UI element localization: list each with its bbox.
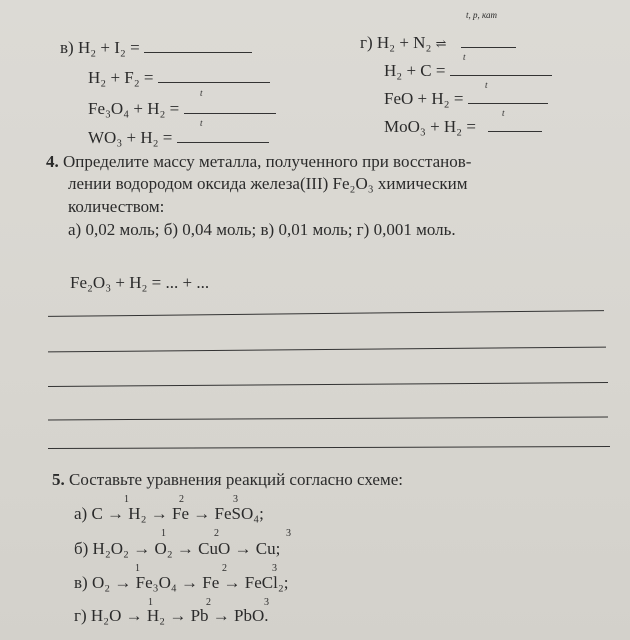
scheme-d: г) H₂O → H₂ → Pb → PbO.	[74, 606, 269, 625]
writing-line[interactable]	[48, 382, 608, 387]
step-num: 1	[124, 494, 129, 505]
answer-blank[interactable]	[177, 141, 269, 143]
prefix-g: г)	[360, 33, 373, 52]
task4-line2: лении водородом оксида железа(III) Fe₂O₃ химическим	[68, 174, 468, 193]
step-num: 2	[206, 597, 211, 608]
rxn-left-3: Fe₃O₄ + H₂ =	[88, 99, 276, 119]
rxn-right-1: г) H₂ + N₂ ⇌	[360, 33, 516, 53]
step-num: 3	[264, 597, 269, 608]
scheme-c: в) O₂ → Fe₃O₄ → Fe → FeCl₂;	[74, 573, 289, 592]
writing-line[interactable]	[48, 446, 610, 449]
rxn-left-4: WO₃ + H₂ =	[88, 128, 269, 148]
temp-mark: t	[485, 80, 488, 90]
answer-blank[interactable]	[144, 51, 252, 53]
task5-number: 5.	[52, 470, 65, 489]
step-num: 2	[214, 528, 219, 539]
step-num: 3	[233, 494, 238, 505]
step-num: 3	[272, 563, 277, 574]
rxn-right-3: FeO + H₂ =	[384, 89, 548, 109]
writing-line[interactable]	[48, 347, 606, 353]
step-num: 1	[161, 528, 166, 539]
answer-blank[interactable]	[461, 46, 516, 48]
writing-line[interactable]	[48, 310, 604, 317]
conditions-label: t, p, кат	[466, 10, 497, 20]
step-num: 2	[222, 563, 227, 574]
task4-equation: Fe₂O₃ + H₂ = ... + ...	[70, 273, 210, 292]
step-num: 2	[179, 494, 184, 505]
answer-blank[interactable]	[488, 130, 542, 132]
answer-blank[interactable]	[158, 81, 270, 83]
temp-mark: t	[463, 52, 466, 62]
task5-title-line: 5. Составьте уравнения реакций согласно схеме:	[52, 470, 403, 489]
task4-line1: 4. Определите массу металла, полученного при восстанов-	[46, 152, 472, 171]
equilibrium-sign: ⇌	[435, 36, 447, 51]
task4-line3: количеством:	[68, 197, 165, 216]
step-num: 1	[148, 597, 153, 608]
task4-options: а) 0,02 моль; б) 0,04 моль; в) 0,01 моль; г) 0,001 моль.	[68, 220, 456, 239]
task4-number: 4.	[46, 152, 59, 171]
answer-blank[interactable]	[184, 112, 276, 114]
temp-mark: t	[502, 108, 505, 118]
rxn-right-4: MoO₃ + H₂ =	[384, 117, 542, 137]
prefix-v: в)	[60, 38, 74, 57]
rxn-right-2: H₂ + C =	[384, 61, 552, 81]
writing-line[interactable]	[48, 417, 608, 421]
step-num: 1	[135, 563, 140, 574]
rxn-left-1: в) H₂ + I₂ =	[60, 38, 252, 58]
step-num: 3	[286, 528, 291, 539]
temp-mark: t	[200, 118, 203, 128]
scheme-a: а) C → H₂ → Fe → FeSO₄;	[74, 504, 264, 523]
temp-mark: t	[200, 88, 203, 98]
answer-blank[interactable]	[468, 102, 548, 104]
rxn-left-2: H₂ + F₂ =	[88, 68, 270, 88]
scheme-b: б) H₂O₂ → O₂ → CuO → Cu;	[74, 539, 281, 558]
answer-blank[interactable]	[450, 74, 552, 76]
